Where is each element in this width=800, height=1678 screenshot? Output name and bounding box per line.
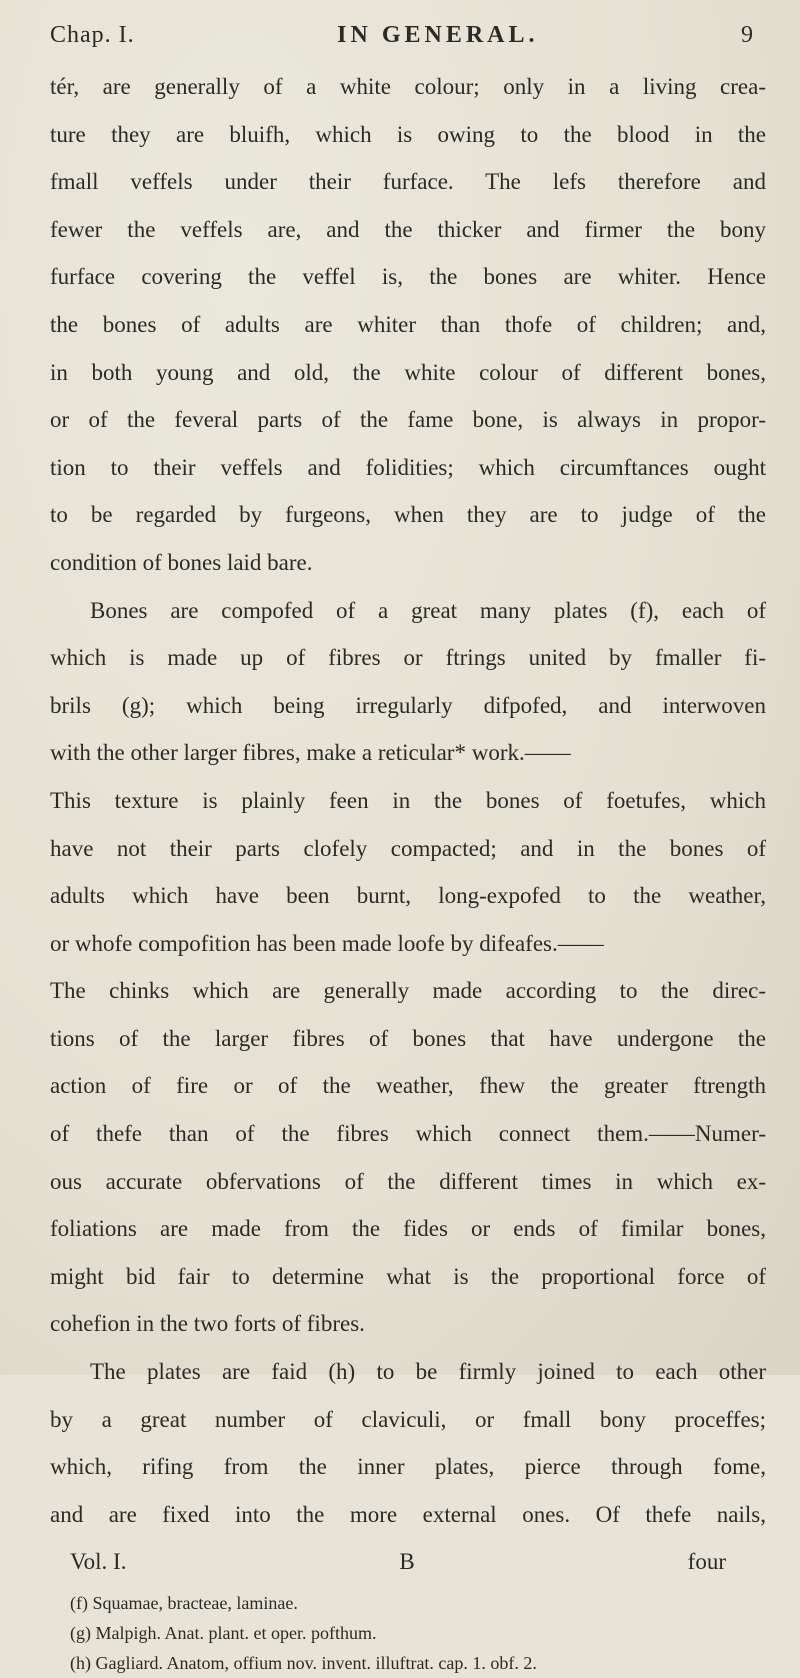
text-line: the bones of adults are whiter than thofe of children; and, [50, 311, 766, 337]
text-line: cohefion in the two forts of fibres. [50, 1311, 365, 1337]
page-number: 9 [740, 22, 754, 48]
text-line: ous accurate obfervations of the different times in which ex- [50, 1168, 766, 1194]
text-line: fewer the veffels are, and the thicker and firmer the bony [50, 216, 766, 242]
catchword: four [687, 1549, 726, 1575]
text-line: to be regarded by furgeons, when they are to judge of the [50, 502, 766, 528]
text-line: tion to their veffels and folidities; which circumftances ought [50, 454, 766, 480]
volume-label: Vol. I. [70, 1549, 127, 1575]
text-line: or of the feveral parts of the fame bone, is always in propor- [50, 407, 766, 433]
text-line: tér, are generally of a white colour; only in a living crea- [50, 74, 766, 99]
text-line: with the other larger fibres, make a reticular* work.—— [50, 740, 571, 766]
text-line: have not their parts clofely compacted; and in the bones of [50, 835, 766, 861]
page-title: IN GENERAL. [337, 22, 539, 48]
body-text [50, 63, 766, 1538]
text-line: condition of bones laid bare. [50, 549, 313, 575]
text-line: ture they are bluifh, which is owing to the blood in the [50, 121, 766, 147]
text-line: which, rifing from the inner plates, pierce through fome, [50, 1454, 766, 1480]
text-line: Bones are compofed of a great many plates (f), each of [90, 597, 766, 623]
text-line: which is made up of fibres or ftrings united by fmaller fi- [50, 645, 766, 671]
footnote: (h) Gagliard. Anatom, offium nov. invent. illuftrat. cap. 1. obf. 2. [70, 1653, 537, 1674]
text-line: by a great number of claviculi, or fmall bony proceffes; [50, 1406, 766, 1432]
text-line: foliations are made from the fides or ends of fimilar bones, [50, 1216, 766, 1242]
text-line: and are fixed into the more external ones. Of thefe nails, [50, 1501, 766, 1527]
text-line: brils (g); which being irregularly difpofed, and interwoven [50, 692, 766, 718]
text-line: The plates are faid (h) to be firmly joined to each other [90, 1359, 766, 1385]
chapter-label: Chap. I. [50, 22, 135, 48]
text-line: This texture is plainly feen in the bones of foetufes, which [50, 787, 766, 813]
footnotes [50, 1588, 766, 1678]
text-line: The chinks which are generally made according to the direc- [50, 978, 766, 1004]
text-line: might bid fair to determine what is the proportional force of [50, 1263, 766, 1289]
text-line: furface covering the veffel is, the bones are whiter. Hence [50, 264, 766, 290]
text-line: tions of the larger fibres of bones that have undergone the [50, 1025, 766, 1051]
text-line: adults which have been burnt, long-expofed to the weather, [50, 883, 766, 909]
footnote: (f) Squamae, bracteae, laminae. [70, 1593, 298, 1614]
text-line: action of fire or of the weather, fhew the greater ftrength [50, 1073, 766, 1099]
text-line: or whofe compofition has been made loofe by difeafes.—— [50, 930, 604, 956]
signature-line [50, 1542, 766, 1582]
running-head [50, 22, 766, 49]
text-line: in both young and old, the white colour of different bones, [50, 359, 766, 385]
signature-mark: B [399, 1549, 415, 1575]
text-line: of thefe than of the fibres which connect them.——Numer- [50, 1121, 766, 1147]
footnote: (g) Malpigh. Anat. plant. et oper. pofthum. [70, 1623, 377, 1644]
text-line: fmall veffels under their furface. The lefs therefore and [50, 169, 766, 195]
